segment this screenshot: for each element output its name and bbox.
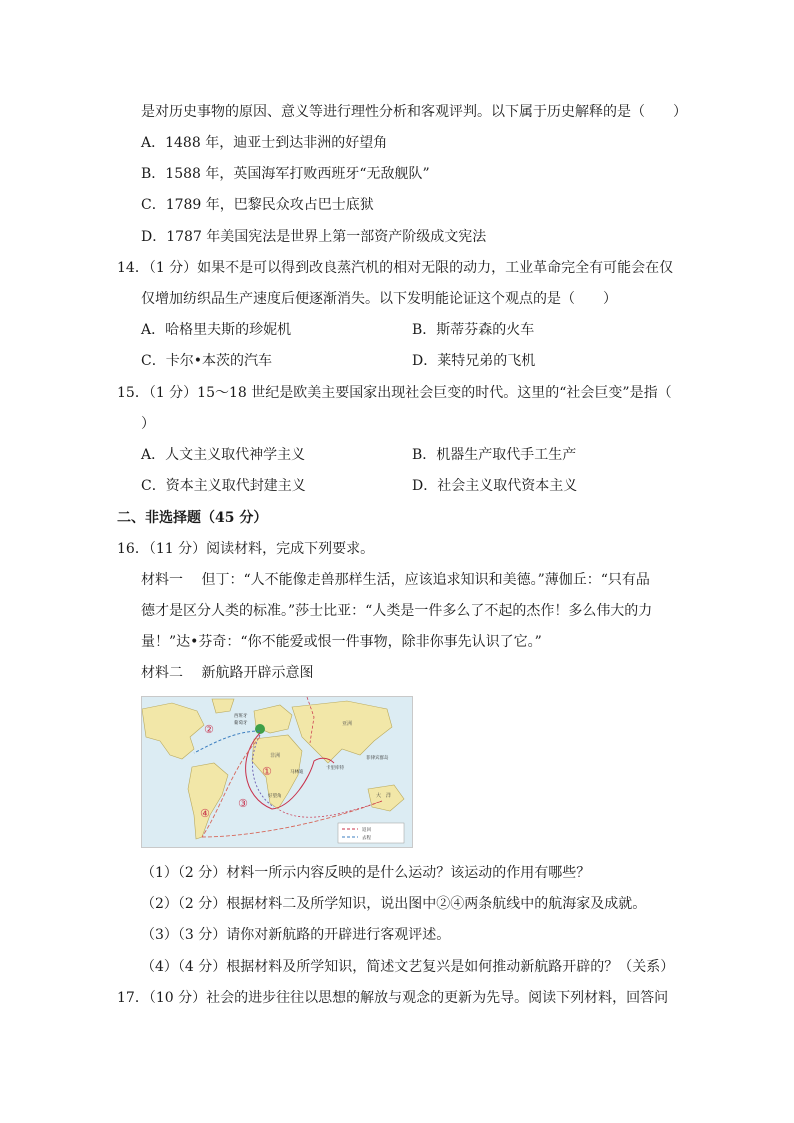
- q13-option-a: A．1488 年，迪亚士到达非洲的好望角: [141, 135, 388, 151]
- q16-material1-line2: 德才是区分人类的标准。”莎士比亚：“人类是一件多么了不起的杰作！多么伟大的力: [141, 603, 653, 619]
- map-svg: [142, 697, 412, 847]
- q16-material1-line3: 量！”达•芬奇：“你不能爱或恨一件事物，除非你事先认识了它。”: [141, 634, 542, 650]
- q13-option-c: C．1789 年，巴黎民众攻占巴士底狱: [141, 197, 374, 213]
- landmass-greenland: [212, 699, 234, 713]
- q13-option-b: B．1588 年，英国海军打败西班牙“无敌舰队”: [141, 166, 430, 182]
- label-africa: 非洲: [270, 753, 281, 759]
- legend-return-label: 返回: [362, 828, 371, 833]
- route-number-1: ①: [262, 765, 272, 778]
- legend-outbound-label: 去程: [362, 836, 371, 841]
- q16-sub-4: （4）（4 分）根据材料及所学知识，简述文艺复兴是如何推动新航路开辟的？（关系）: [141, 959, 675, 975]
- q14-option-d: D．莱特兄弟的飞机: [412, 353, 536, 369]
- q15-option-a: A．人文主义取代神学主义: [141, 447, 306, 463]
- q14-option-a: A．哈格里夫斯的珍妮机: [141, 322, 292, 338]
- label-asia: 亚洲: [342, 721, 353, 727]
- q16-sub-3: （3）（3 分）请你对新航路的开辟进行客观评述。: [141, 927, 451, 943]
- q13-option-d: D．1787 年美国宪法是世界上第一部资产阶级成文宪法: [141, 229, 487, 245]
- label-calicut: 卡里库特: [326, 766, 344, 771]
- route-number-3: ③: [238, 797, 248, 810]
- section-title: 二、非选择题（45 分）: [117, 510, 268, 526]
- q15-option-b: B．机器生产取代手工生产: [412, 447, 577, 463]
- q14-stem-line1: 14．（1 分）如果不是可以得到改良蒸汽机的相对无限的动力，工业革命完全有可能会在仅: [117, 260, 674, 276]
- route-return: [278, 801, 382, 817]
- q16-material1-line1: 材料一 但丁：“人不能像走兽那样生活，应该追求知识和美德。”薄伽丘：“只有品: [141, 572, 650, 588]
- q17-stem-line1: 17．（10 分）社会的进步往往以思想的解放与观念的更新为先导。阅读下列材料，回答问: [117, 990, 669, 1006]
- q16-stem: 16．（11 分）阅读材料，完成下列要求。: [117, 541, 375, 557]
- label-philippines: 菲律宾群岛: [366, 756, 389, 761]
- q16-sub-1: （1）（2 分）材料一所示内容反映的是什么运动？该运动的作用有哪些？: [141, 865, 591, 881]
- q15-stem-line2: ）: [141, 416, 155, 432]
- map-legend: [338, 823, 404, 843]
- label-cape-of-good-hope: 好望角: [268, 794, 282, 799]
- q16-material2-title: 材料二 新航路开辟示意图: [141, 665, 314, 681]
- q15-option-d: D．社会主义取代资本主义: [412, 478, 578, 494]
- q14-stem-line2: 仅增加纺织品生产速度后便逐渐消失。以下发明能论证这个观点的是（ ）: [141, 291, 617, 307]
- q15-option-c: C．资本主义取代封建主义: [141, 478, 306, 494]
- route-number-2: ②: [204, 723, 214, 736]
- route-number-4: ④: [200, 807, 210, 820]
- q14-option-c: C．卡尔•本茨的汽车: [141, 353, 272, 369]
- q15-stem-line1: 15．（1 分）15～18 世纪是欧美主要国家出现社会巨变的时代。这里的“社会巨变”是指（: [117, 385, 672, 401]
- q16-sub-2: （2）（2 分）根据材料二及所学知识，说出图中②④两条航线中的航海家及成就。: [141, 896, 647, 912]
- landmass-north-america: [142, 703, 204, 759]
- new-sea-routes-map: [141, 696, 413, 848]
- label-ocean: 大 洋: [376, 793, 392, 799]
- iberia-marker: [255, 724, 265, 734]
- q14-option-b: B．斯蒂芬森的火车: [412, 322, 535, 338]
- label-malindi: 马林迪: [290, 770, 304, 775]
- q13-stem-tail: 是对历史事物的原因、意义等进行理性分析和客观评判。以下属于历史解释的是（ ）: [141, 104, 687, 120]
- label-portugal: 葡萄牙: [234, 721, 248, 726]
- landmass-asia: [292, 701, 392, 763]
- label-spain: 西班牙: [234, 714, 248, 719]
